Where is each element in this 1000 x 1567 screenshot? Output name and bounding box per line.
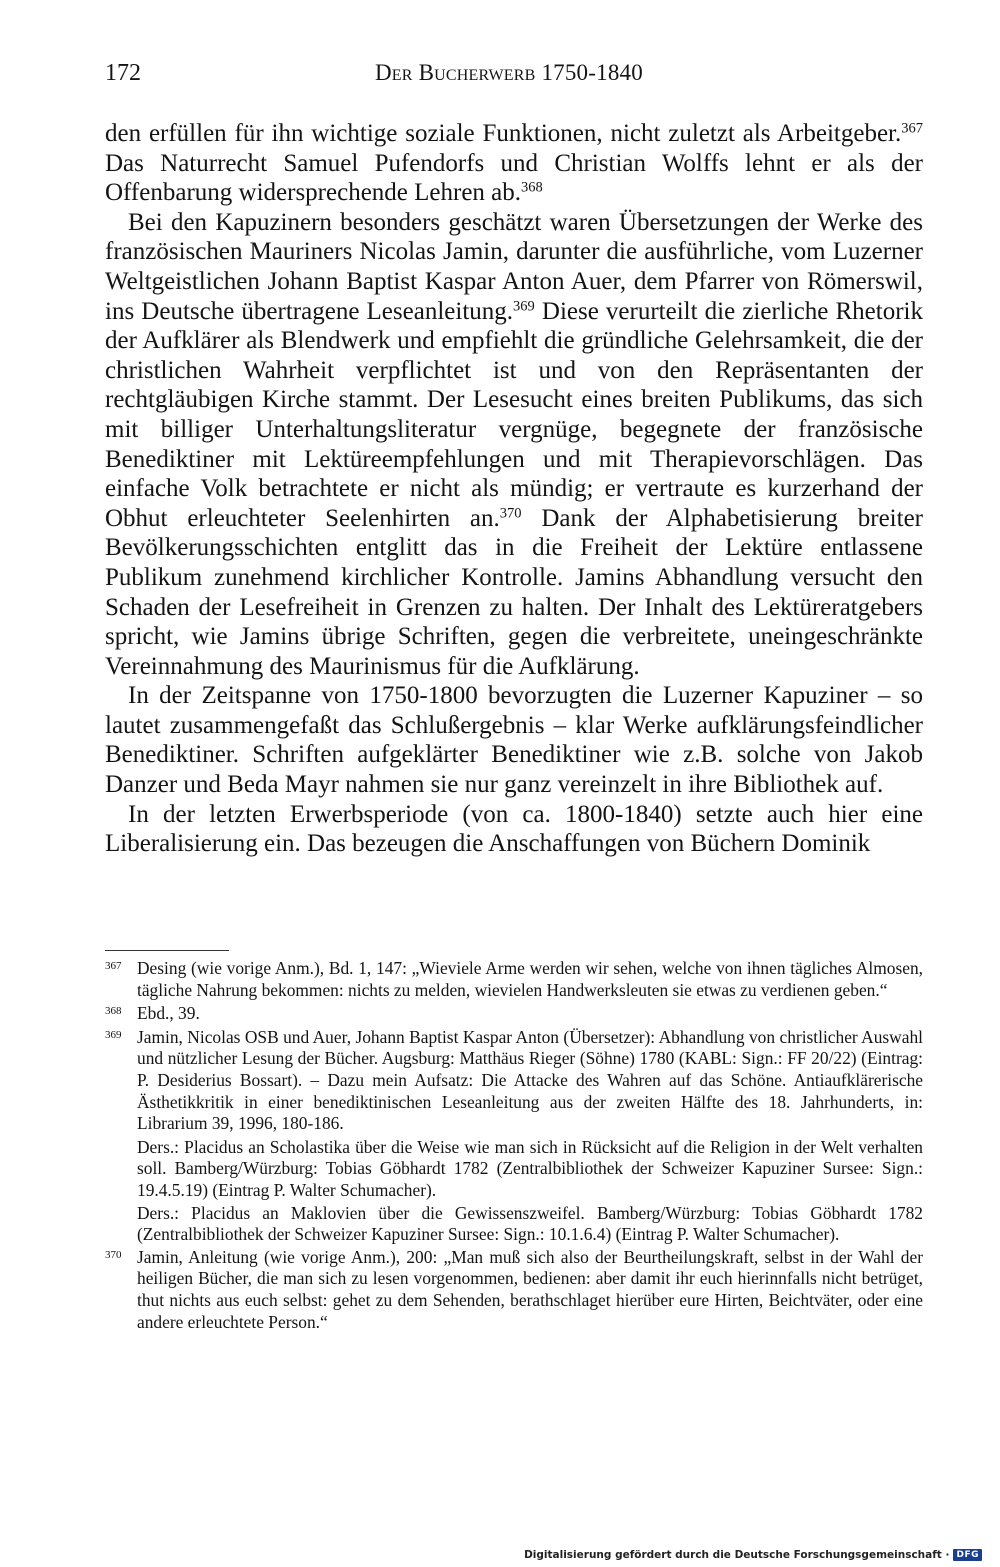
running-header [105, 60, 923, 92]
paragraph-text: Bei den Kapuzinern besonders geschätzt waren Übersetzungen der Werke des französischen Mauriners Nicolas Jamin, darunter die ausführliche, vom Luzerner Weltgeistlichen Johann Baptist Kaspar Anton Auer, dem Pfarrer von Römerswil, ins Deutsche übertragene Leseanleitung. [105, 208, 923, 325]
paragraph-3: In der Zeitspanne von 1750-1800 bevorzugten die Luzerner Kapuziner – so lautet zusammengefaßt das Schlußergebnis – klar Werke aufklärungsfeindlicher Benediktiner. Schriften aufgeklärter Benediktiner wie z.B. solche von Jakob Danzer und Beda Mayr nahmen sie nur ganz vereinzelt in ihre Bibliothek auf. [105, 682, 923, 799]
footnote-ref-369[interactable]: 369 [513, 297, 535, 314]
footnote-divider [105, 950, 229, 951]
footnote-369-continuation: Ders.: Placidus an Maklovien über die Gewissenszweifel. Bamberg/Würzburg: Tobias Göbhardt 1782 (Zentralbibliothek der Schweizer Kapuziner Sursee: Sign.: 10.1.6.4) (Eintrag P. Walter Schumacher). [137, 1202, 923, 1245]
paragraph-text: Diese verurteilt die zierliche Rhetorik der Aufklärer als Blendwerk und empfiehlt die gründliche Gelehrsamkeit, die der christlichen Wahrheit verpflichtet ist und von den Repräsentanten der rechtgläubigen Kirche stammt. Der Lesesucht eines breiten Publikums, das sich mit billiger Unterhaltungsliteratur vergnüge, begegnete der französische Benediktiner mit Lektüreempfehlungen und mit Therapievorschlägen. Das einfache Volk betrachtete er nicht als mündig; er vertraute es kurzerhand der Obhut erleuchteter Seelenhirten an. [105, 297, 923, 532]
dfg-logo-icon: DFG [953, 1549, 982, 1561]
paragraph-1 [105, 119, 923, 208]
footnote-ref-368[interactable]: 368 [521, 179, 543, 196]
footnote-number: 368 [105, 1005, 122, 1018]
running-title: Der Bucherwerb 1750-1840 [375, 60, 643, 85]
footnote-370 [105, 1247, 923, 1333]
page-number: 172 [105, 60, 141, 86]
footnote-ref-367[interactable]: 367 [901, 120, 923, 137]
footnote-text: Jamin, Anleitung (wie vorige Anm.), 200: „Man muß sich also der Beurtheilungskraft, selbst in der Wahl der heiligen Bücher, die man sich zu lesen vorgenommen, bedienen: aber damit ihr euch hierinnfalls nicht betrüget, thut nichts aus euch selbst: gehet zu dem Sehenden, berathschlaget hierüber eure Hirten, Beichtväter, oder eine andere erleuchtete Person.“ [137, 1246, 923, 1332]
footnote-ref-370[interactable]: 370 [499, 505, 522, 522]
paragraph-text: Dank der Alphabetisierung breiter Bevölkerungsschichten entglitt das in die Freiheit der Lektüre entlassene Publikum zunehmend kirchlicher Kontrolle. Jamins Abhandlung versucht den Schaden der Lesefreiheit in Grenzen zu halten. Der Inhalt des Lektüreratgebers spricht, wie Jamins übrige Schriften, gegen die verbreitete, uneingeschränkte Vereinnahmung des Maurinismus für die Aufklärung. [105, 504, 923, 680]
paragraph-text: Das Naturrecht Samuel Pufendorfs und Christian Wolffs lehnt er als der Offenbarung widersprechende Lehren ab. [105, 149, 923, 207]
footnote-367 [105, 958, 923, 1001]
paragraph-4: In der letzten Erwerbsperiode (von ca. 1800-1840) setzte auch hier eine Liberalisierung ein. Das bezeugen die Anschaffungen von Büchern Dominik [105, 800, 923, 858]
footnote-text: Desing (wie vorige Anm.), Bd. 1, 147: „Wieviele Arme werden wir sehen, welche von ihnen tägliches Almosen, tägliche Nahrung bekommen: nichts zu melden, wievielen Handwerksleuten sie etwas zu verdienen geben.“ [137, 958, 923, 1000]
footnote-text: Jamin, Nicolas OSB und Auer, Johann Baptist Kaspar Anton (Übersetzer): Abhandlung von christlicher Auswahl und nützlicher Lesung der Bücher. Augsburg: Matthäus Rieger (Söhne) 1780 (KABL: Sign.: FF 20/22) (Eintrag: P. Desiderius Bossart). – Dazu mein Aufsatz: Die Attacke des Wahren auf das Schöne. Antiaufklärerische Ästhetikkritik in einer benediktinischen Leseanleitung aus der zweiten Hälfte des 18. Jahrhunderts, in: Librarium 39, 1996, 180-186. [137, 1026, 923, 1134]
footnote-368 [105, 1003, 923, 1025]
paragraph-text: den erfüllen für ihn wichtige soziale Funktionen, nicht zuletzt als Arbeitgeber. [105, 120, 902, 147]
footnotes [105, 958, 923, 1335]
footnote-369 [105, 1027, 923, 1135]
footnote-text: Ebd., 39. [137, 1003, 200, 1024]
main-text [105, 119, 923, 859]
footnote-number: 370 [105, 1248, 122, 1261]
digitization-credit [524, 1547, 982, 1563]
footnote-number: 367 [105, 960, 122, 972]
footnote-369-continuation: Ders.: Placidus an Scholastika über die Weise wie man sich in Rücksicht auf die Religion in der Welt verhalten soll. Bamberg/Würzburg: Tobias Göbhardt 1782 (Zentralbibliothek der Schweizer Kapuziner Sursee: Sign.: 19.4.5.19) (Eintrag P. Walter Schumacher). [137, 1136, 923, 1200]
paragraph-2 [105, 208, 923, 682]
credit-text: Digitalisierung gefördert durch die Deutsche Forschungsgemeinschaft · [524, 1549, 950, 1561]
footnote-number: 369 [105, 1028, 122, 1041]
